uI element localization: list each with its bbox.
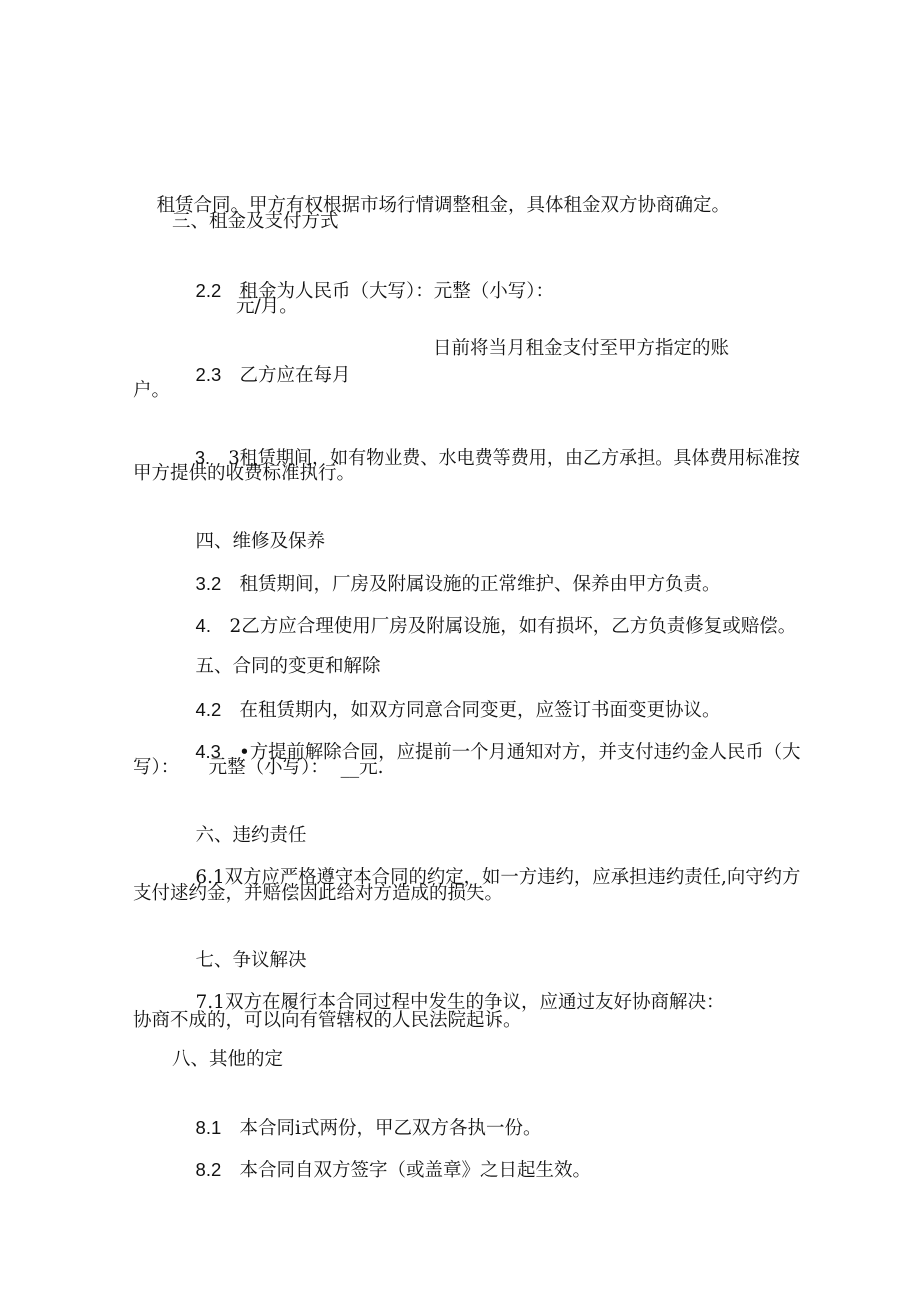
clause-6-1-continuation: 支付逑约金，并赔偿因此给对方造成的损失。 [133,883,504,904]
clause-8-2 [172,1131,591,1210]
heading-prefix: 六、 [195,825,233,846]
clause-text: 本合同i式两份，甲乙双方各执一份。 [239,1118,542,1139]
clause-2-3 [172,336,351,415]
clause-number: 3.2 [195,573,222,594]
heading-keyword: 争议解决 [232,950,307,971]
clause-number: 3. [194,447,211,468]
clause-text: 3租赁期间，如有物业费、水电费等费用，由乙方承担。具体费用标准按 [228,448,800,469]
heading-prefix: 五、合同 [195,656,270,677]
heading-prefix: 四、 [195,531,233,552]
heading-keyword: 维修 [232,531,270,552]
heading-suffix: 及保养 [269,531,326,552]
clause-text: 租金为人民币（大写）：元整（小写）： [239,281,555,302]
heading-keyword: 违约责任 [232,825,307,846]
clause-number: 4. [195,615,211,636]
clause-text: 在租赁期内，如双方同意合同变更，应签订书面变更协议。 [239,700,721,721]
clause-number: 2.2 [195,280,222,301]
clause-text: •方提前解除合同，应提前一个月通知对方，并支付违约金人民币（大 [238,742,801,763]
clause-number: 4.3 [195,741,221,762]
clause-text-part1: 乙方应在每月 [239,365,351,386]
clause-2-3-continuation: 户。 [133,380,171,401]
clause-2-3-part2: 日前将当月租金支付至甲方指定的账 [433,338,730,359]
clause-2-2-continuation: 元/月。 [236,296,298,317]
clause-text: 7.1双方在履行本合同过程中发生的争议，应通过友好协商解决： [195,992,725,1013]
paragraph-text: 租赁合同。甲方有权根据市场行情调整租金，具体租金双方协商确定。 [156,195,731,216]
clause-number: 2.3 [195,364,222,385]
clause-text: 本合同自双方签字（或盖章》之日起生效。 [239,1160,592,1181]
clause-2-2 [172,252,554,331]
clause-text: 2乙方应合理使用厂房及附属设施，如有损坏，乙方负责修复或赔偿。 [229,616,797,637]
clause-number: 4.2 [195,699,222,720]
clause-3-3-continuation: 甲方提供的收费标准执行。 [133,463,356,484]
clause-text: 租赁期间，厂房及附属设施的正常维护、保养由甲方负责。 [239,574,721,595]
section-heading-8: 八、其他的定 [172,1049,284,1070]
heading-prefix: 七、 [195,950,233,971]
clause-4-3-continuation: 写）： 元整（小写）： __元. [133,757,384,778]
clause-text: 6.1双方应严格遵守本合同的约定，如一方违约，应承担违约责任,向守约方 [195,867,801,888]
clause-number: 8.1 [195,1117,222,1138]
section-heading-3: 三、租金及支付方式 [172,211,339,232]
clause-number: 8.2 [195,1159,222,1180]
heading-keyword: 的变更和解除 [269,656,381,677]
clause-7-1-continuation: 协商不成的，可以向有管辖权的人民法院起诉。 [133,1010,522,1031]
